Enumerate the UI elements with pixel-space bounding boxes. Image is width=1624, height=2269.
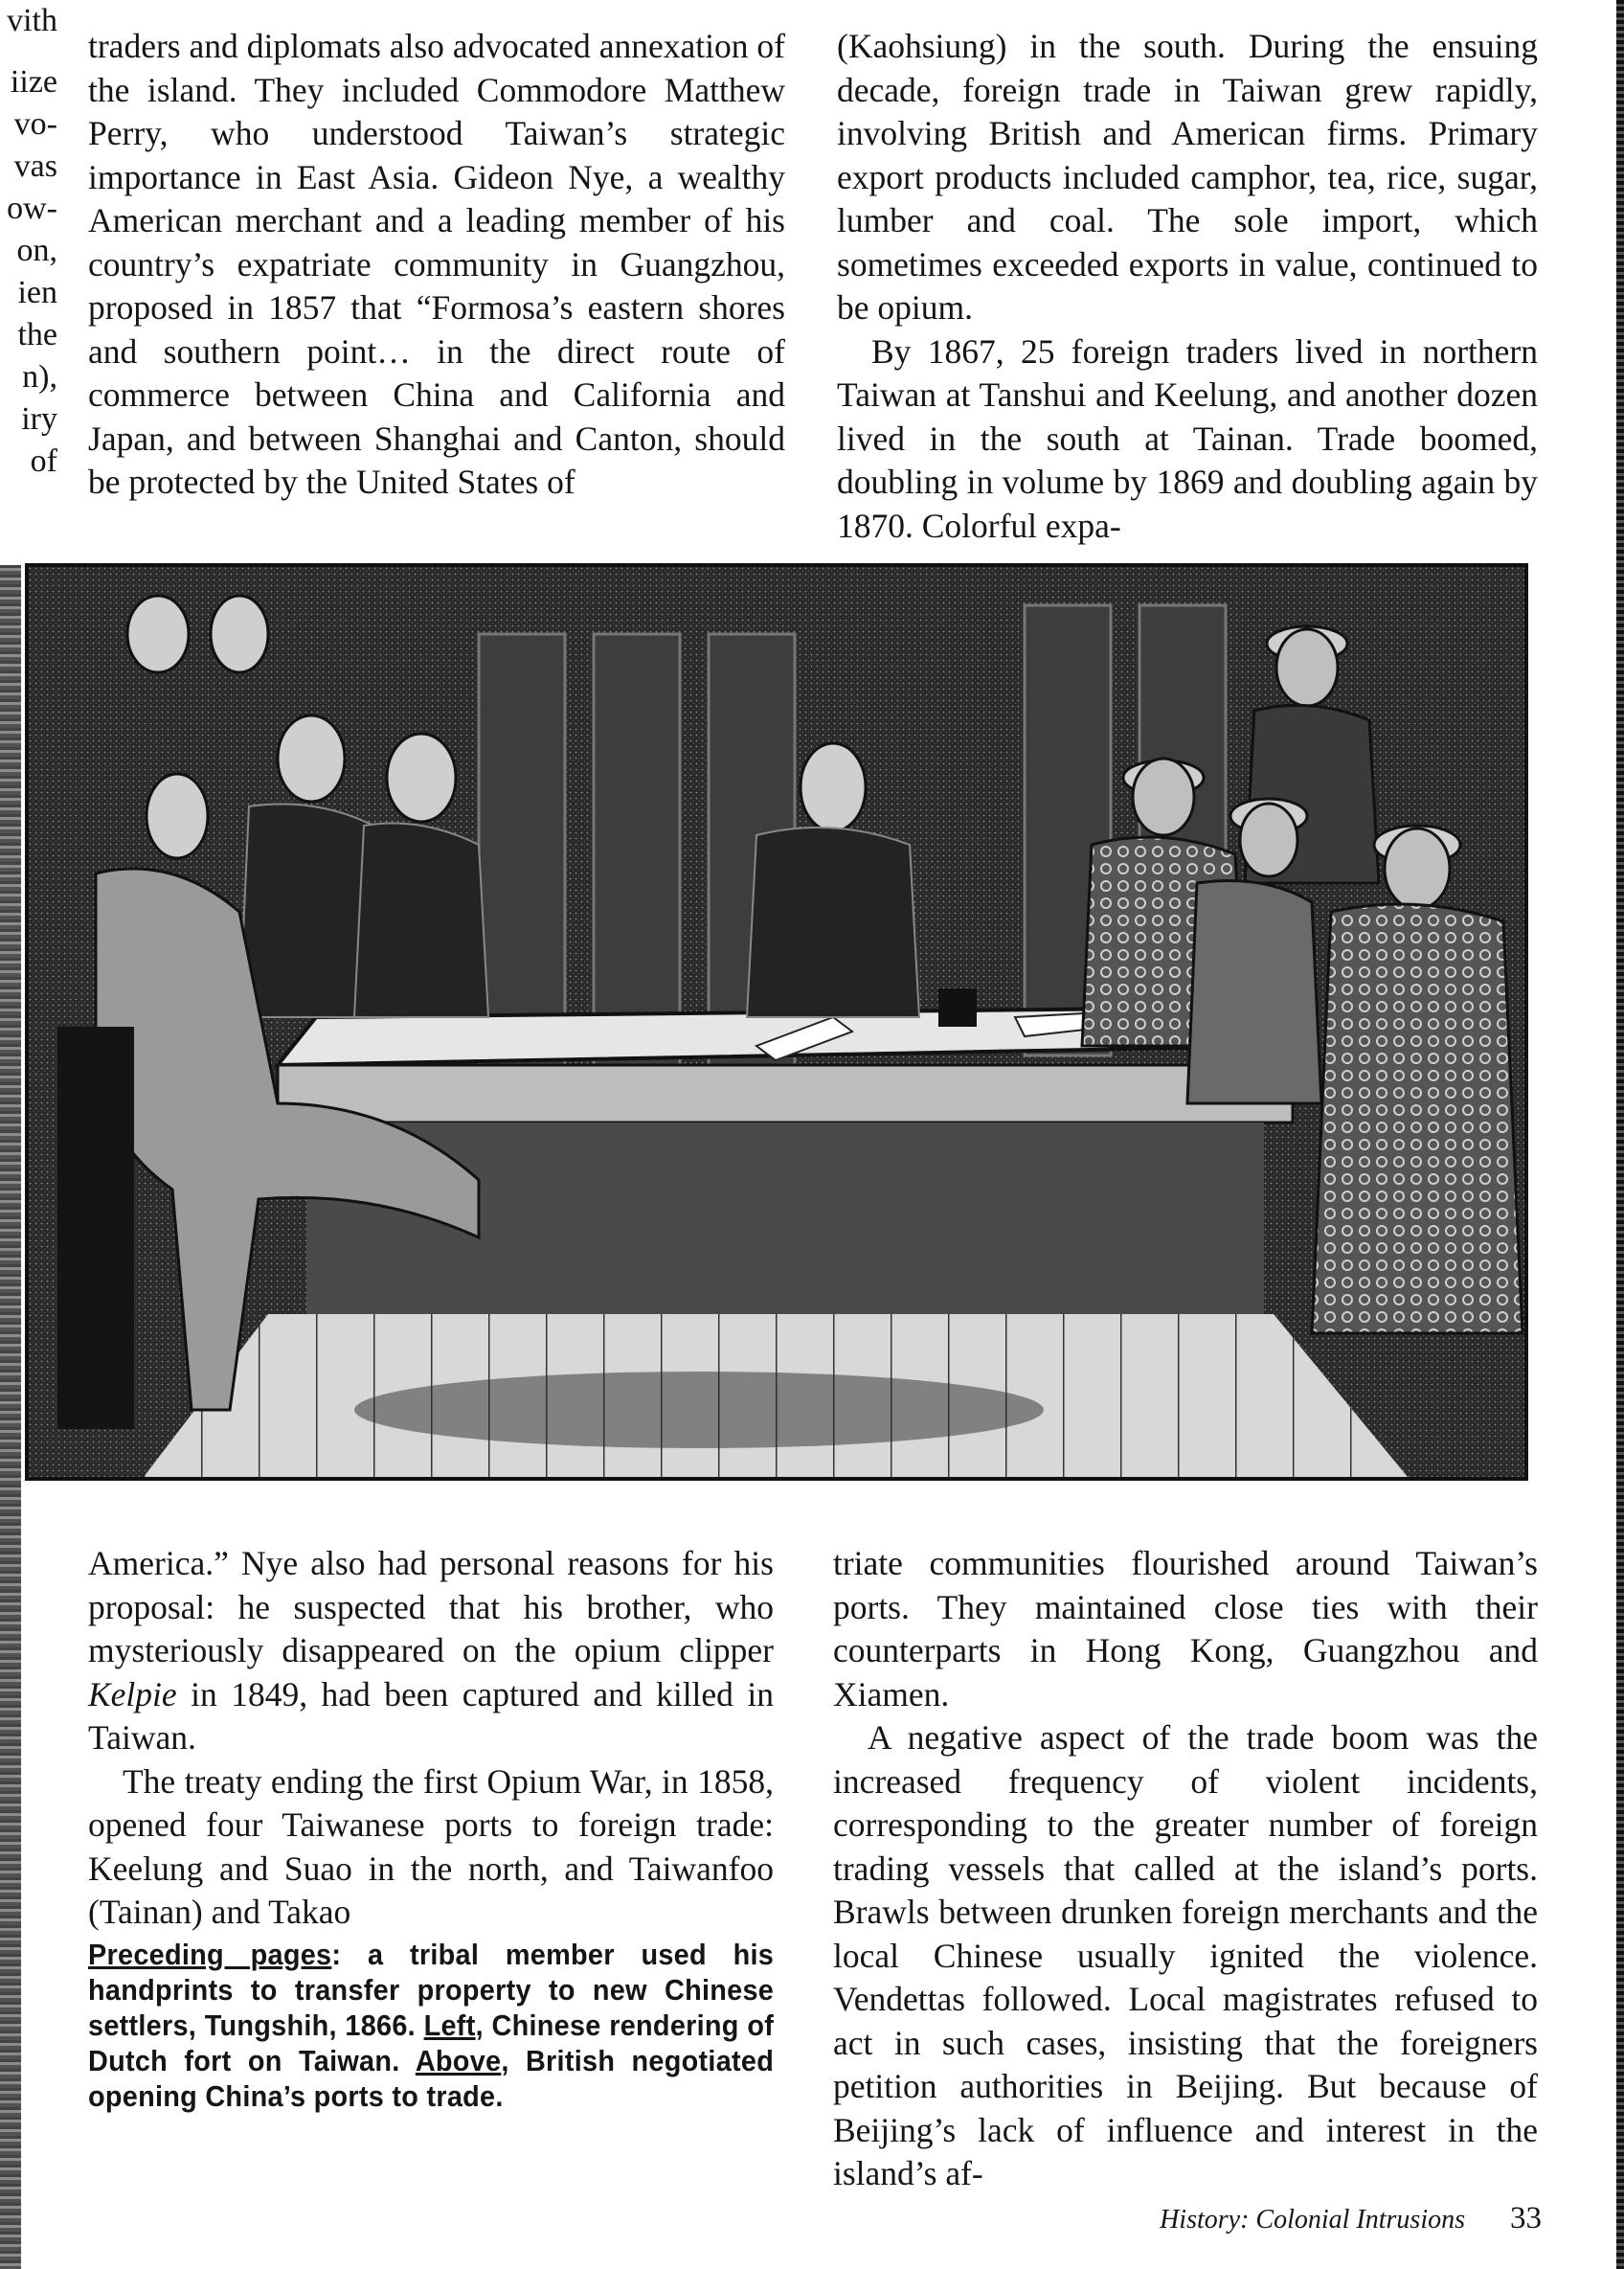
- ship-name: Kelpie: [88, 1674, 177, 1713]
- caption-text: : a tribal member used his handprints to transfer property to new Chinese settlers, Tungshih, 1866.: [88, 1938, 775, 2042]
- facing-page-fragment: [0, 0, 63, 536]
- caption-label: Left: [423, 2008, 476, 2042]
- page-number: 33: [1510, 2201, 1542, 2235]
- fragment-line: iry: [21, 401, 57, 437]
- paragraph: (Kaohsiung) in the south. During the ensuing decade, foreign trade in Taiwan grew rapidly, involving British and American firms. Primary export products included camphor, tea, rice, sugar, lumber and coal. The sole import, which sometimes exceeded exports in value, continued to be opium.: [837, 27, 1538, 327]
- caption-label: Preceding pages: [88, 1938, 332, 1971]
- paragraph: A negative aspect of the trade boom was the increased frequency of violent incidents, corresponding to the greater number of foreign trading vessels that called at the island’s ports. Brawls between drunken foreign merchants and the local Chinese usually ignited the violence. Vendettas followed. Local magistrates refused to act in such cases, insisting that the foreigners petition authorities in Beijing. But because of Beijing’s lack of influence and interest in the island’s af-: [833, 1718, 1538, 2192]
- column-bottom-left: [88, 1542, 774, 1935]
- fragment-line: iize: [10, 64, 57, 100]
- caption-text: , British negotiated opening China’s ports to trade.: [88, 2044, 775, 2113]
- binding-shadow: [0, 565, 21, 2269]
- caption-text: , Chinese rendering of Dutch fort on Taiwan.: [88, 2008, 775, 2077]
- column-top-left: [88, 25, 785, 505]
- fragment-line: vith: [7, 3, 57, 38]
- column-top-right: [837, 25, 1538, 548]
- paragraph: By 1867, 25 foreign traders lived in northern Taiwan at Tanshui and Keelung, and another dozen lived in the south at Tainan. Trade boomed, doubling in volume by 1869 and doubling again by 1870. Colorful expa-: [837, 331, 1538, 545]
- fragment-line: ien: [17, 275, 57, 310]
- fragment-line: n),: [22, 359, 57, 395]
- paragraph: The treaty ending the first Opium War, in 1858, opened four Taiwanese ports to foreign trade: Keelung and Suao in the north, and Taiwanfoo (Tainan) and Takao: [88, 1761, 774, 1931]
- caption-label: Above: [415, 2044, 502, 2077]
- fragment-line: the: [17, 317, 57, 352]
- fragment-line: vas: [13, 148, 57, 184]
- column-bottom-right: [833, 1542, 1538, 2196]
- fragment-line: vo-: [13, 106, 57, 142]
- paragraph: [88, 1542, 774, 1760]
- text-run: America.” Nye also had personal reasons for his proposal: he suspected that his brother, who mysteriously disappeared on the opium clipper: [88, 1544, 774, 1669]
- paragraph: triate communities flourished around Taiwan’s ports. They maintained close ties with their counterparts in Hong Kong, Guangzhou and Xiamen.: [833, 1544, 1538, 1713]
- treaty-negotiation-engraving: [25, 563, 1528, 1481]
- paragraph: traders and diplomats also advocated annexation of the island. They included Commodore Matthew Perry, who understood Taiwan’s strategic importance in East Asia. Gideon Nye, a wealthy American merchant and a leading member of his country’s expatriate community in Guangzhou, proposed in 1857 that “Formosa’s eastern shores and southern point… in the direct route of commerce between China and California and Japan, and between Shanghai and Canton, should be protected by the United States of: [88, 27, 785, 501]
- fragment-line: ow-: [7, 191, 57, 226]
- page-edge: [1616, 0, 1624, 2269]
- fragment-line: on,: [16, 233, 57, 268]
- fragment-line: of: [30, 443, 57, 479]
- section-title: History: Colonial Intrusions: [1160, 2205, 1465, 2235]
- page-footer: [1120, 2201, 1542, 2236]
- photo-caption: [88, 1937, 774, 2114]
- text-run: in 1849, had been captured and killed in Taiwan.: [88, 1674, 774, 1757]
